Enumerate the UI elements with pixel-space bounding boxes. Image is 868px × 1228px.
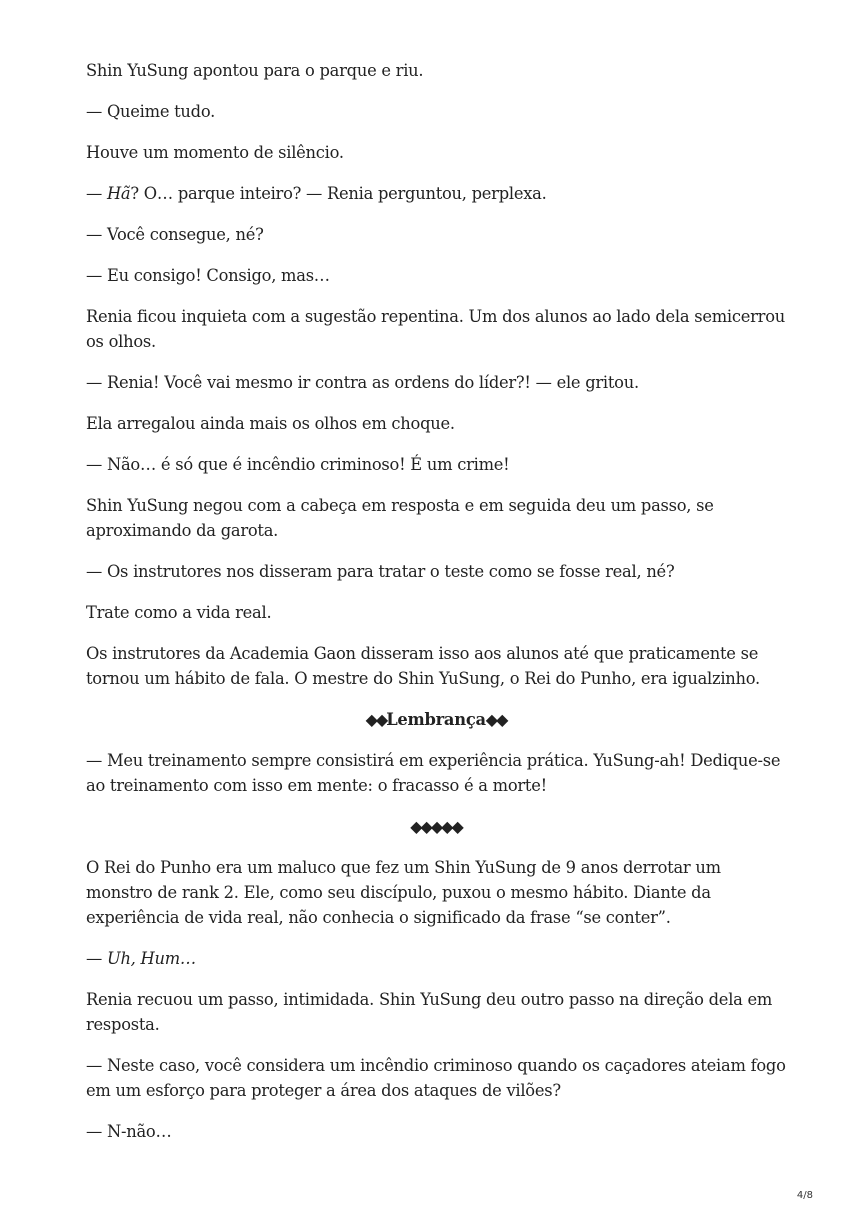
paragraph-4-prefix: — (86, 184, 107, 203)
paragraph-14: Os instrutores da Academia Gaon disseram isso aos alunos até que praticamente se tornou um hábito de fala. O mestre do Shin YuSung, o Rei do Punho, era igualzinho. (86, 644, 760, 688)
paragraph-4-italic: Hã (106, 184, 131, 203)
paragraph-4-suffix: ? O… parque inteiro? — Renia perguntou, perplexa. (130, 184, 547, 203)
paragraph-6: — Eu consigo! Consigo, mas… (86, 266, 330, 285)
paragraph-8: — Renia! Você vai mesmo ir contra as ordens do líder?! — ele gritou. (86, 373, 639, 392)
paragraph-3: Houve um momento de silêncio. (86, 143, 344, 162)
paragraph-4 (86, 181, 786, 206)
diamond-separator-icon: ◆◆◆◆◆ (410, 817, 462, 836)
paragraph-7: Renia ficou inquieta com a sugestão repentina. Um dos alunos ao lado dela semicerrou os olhos. (86, 307, 786, 351)
section-heading (86, 707, 786, 732)
paragraph-18: — Neste caso, você considera um incêndio criminoso quando os caçadores ateiam fogo em um esforço para proteger a área dos ataques de vilões? (86, 1056, 786, 1100)
paragraph-17: Renia recuou um passo, intimidada. Shin YuSung deu outro passo na direção dela em resposta. (86, 990, 773, 1034)
paragraph-15: O Rei do Punho era um maluco que fez um Shin YuSung de 9 anos derrotar um monstro de rank 2. Ele, como seu discípulo, puxou o mesmo hábito. Diante da experiência de vida real, não conhecia o significado da frase “se conter”. (86, 858, 721, 927)
paragraph-9: Ela arregalou ainda mais os olhos em choque. (86, 414, 455, 433)
paragraph-10: — Não… é só que é incêndio criminoso! É um crime! (86, 455, 510, 474)
paragraph-13: Trate como a vida real. (86, 603, 272, 622)
paragraph-19: — N-não… (86, 1122, 172, 1141)
page-number: 4/8 (796, 1190, 813, 1201)
paragraph-11: Shin YuSung negou com a cabeça em resposta e em seguida deu um passo, se aproximando da garota. (86, 496, 714, 540)
paragraph-16-prefix: — (86, 949, 107, 968)
paragraph-16-italic: Uh, Hum… (106, 949, 196, 968)
diamond-icon: ◆◆ (365, 710, 387, 729)
paragraph-16 (86, 946, 786, 971)
document-page (86, 58, 786, 1160)
paragraph-5: — Você consegue, né? (86, 225, 264, 244)
paragraph-12: — Os instrutores nos disseram para tratar o teste como se fosse real, né? (86, 562, 675, 581)
paragraph-1: Shin YuSung apontou para o parque e riu. (86, 61, 424, 80)
section-separator (86, 814, 786, 839)
paragraph-2: — Queime tudo. (86, 102, 216, 121)
flashback-paragraph: — Meu treinamento sempre consistirá em experiência prática. YuSung-ah! Dedique-se ao treinamento com isso em mente: o fracasso é a morte! (86, 751, 781, 795)
section-heading-title: Lembrança (386, 710, 486, 729)
diamond-icon: ◆◆ (485, 710, 507, 729)
